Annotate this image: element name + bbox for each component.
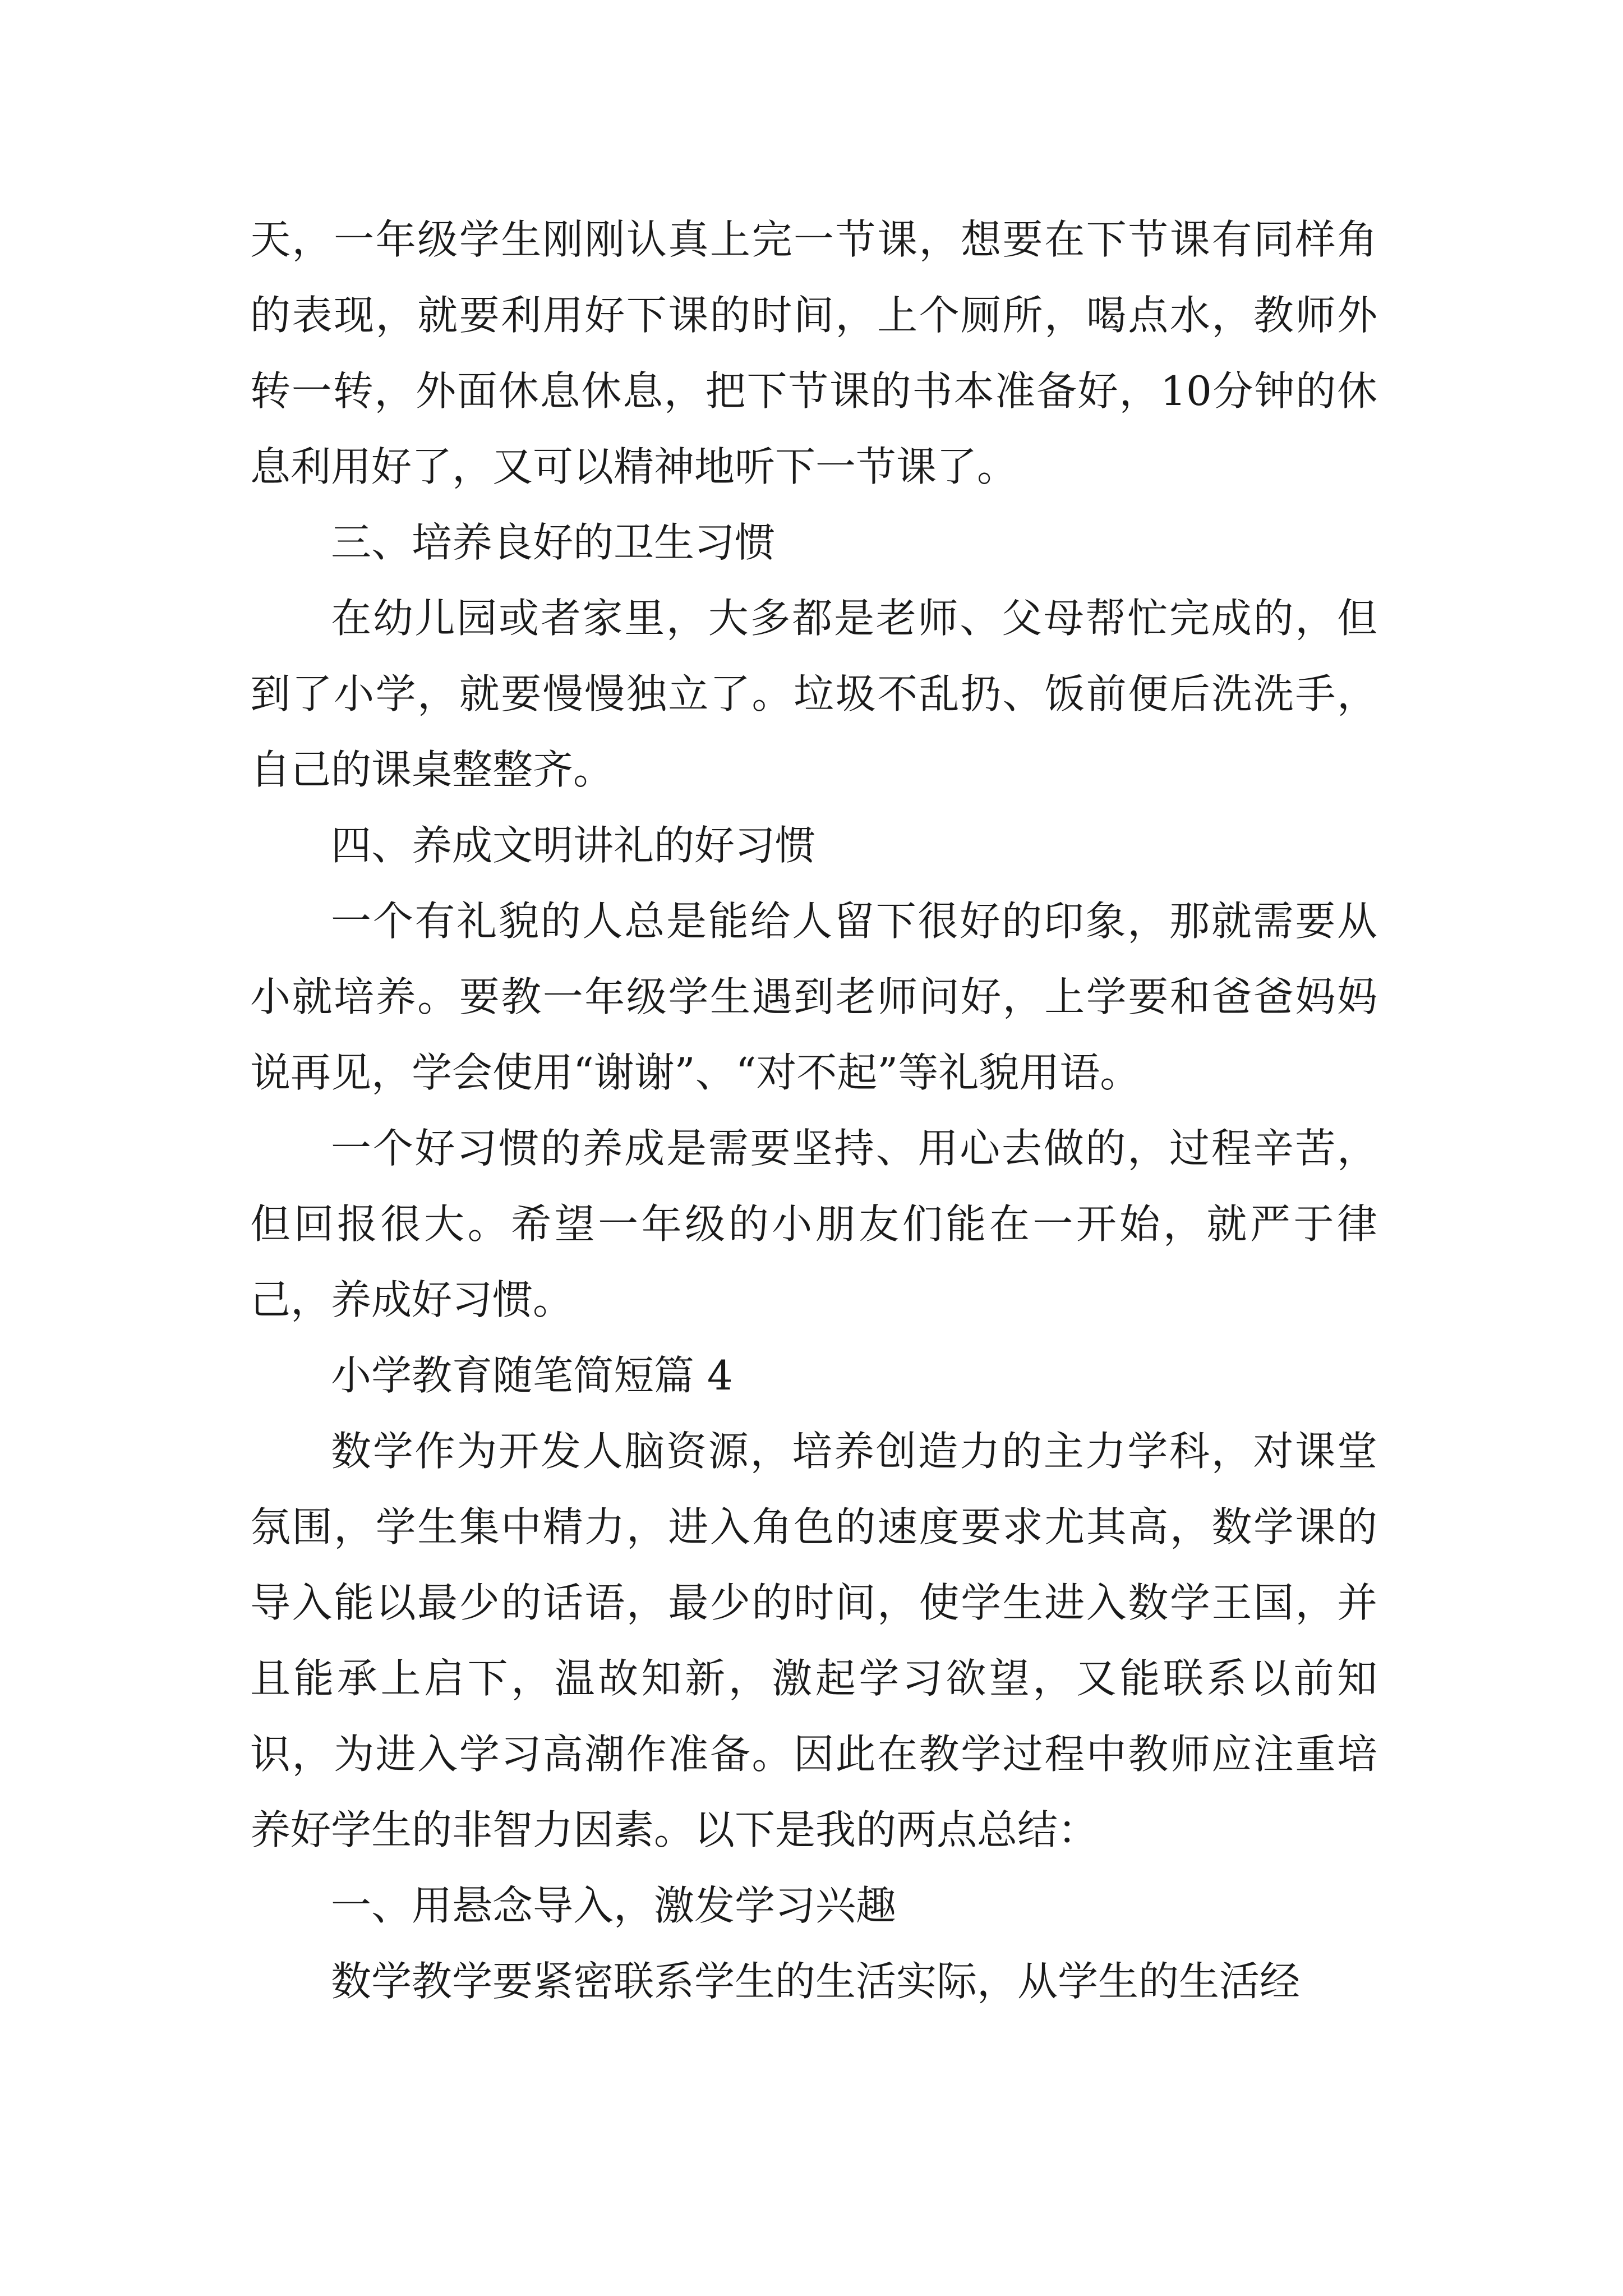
paragraph-courtesy: 一个有礼貌的人总是能给人留下很好的印象，那就需要从小就培养。要教一年级学生遇到老师问好，上学要和爸爸妈妈说再见，学会使用“谢谢”、“对不起”等礼貌用语。 [250,898,1377,1096]
document-body [250,202,1377,2019]
paragraph-math-intro: 数学作为开发人脑资源，培养创造力的主力学科，对课堂氛围，学生集中精力，进入角色的速度要求尤其高，数学课的导入能以最少的话语，最少的时间，使学生进入数学王国，并且能承上启下，温故知新，激起学习欲望，又能联系以前知识，为进入学习高潮作准备。因此在教学过程中教师应注重培养好学生的非智力因素。以下是我的两点总结： [250,1428,1377,1853]
section-heading-hygiene: 三、培养良好的卫生习惯 [331,519,776,566]
paragraph-summary: 一个好习惯的养成是需要坚持、用心去做的，过程辛苦，但回报很大。希望一年级的小朋友们能在一开始，就严于律己，养成好习惯。 [250,1125,1377,1323]
section-heading-courtesy: 四、养成文明讲礼的好习惯 [331,822,816,869]
article-title: 小学教育随笔简短篇 4 [331,1352,733,1399]
paragraph-continuation: 天，一年级学生刚刚认真上完一节课，想要在下节课有同样角的表现，就要利用好下课的时间，上个厕所，喝点水，教师外转一转，外面休息休息，把下节课的书本准备好，10分钟的休息利用好了，又可以精神地听下一节课了。 [250,216,1377,490]
paragraph-hygiene: 在幼儿园或者家里，大多都是老师、父母帮忙完成的，但到了小学，就要慢慢独立了。垃圾不乱扔、饭前便后洗洗手，自己的课桌整整齐。 [250,595,1377,793]
section-heading-suspense: 一、用悬念导入，激发学习兴趣 [331,1882,897,1929]
paragraph-math-life: 数学教学要紧密联系学生的生活实际，从学生的生活经 [331,1958,1301,2005]
